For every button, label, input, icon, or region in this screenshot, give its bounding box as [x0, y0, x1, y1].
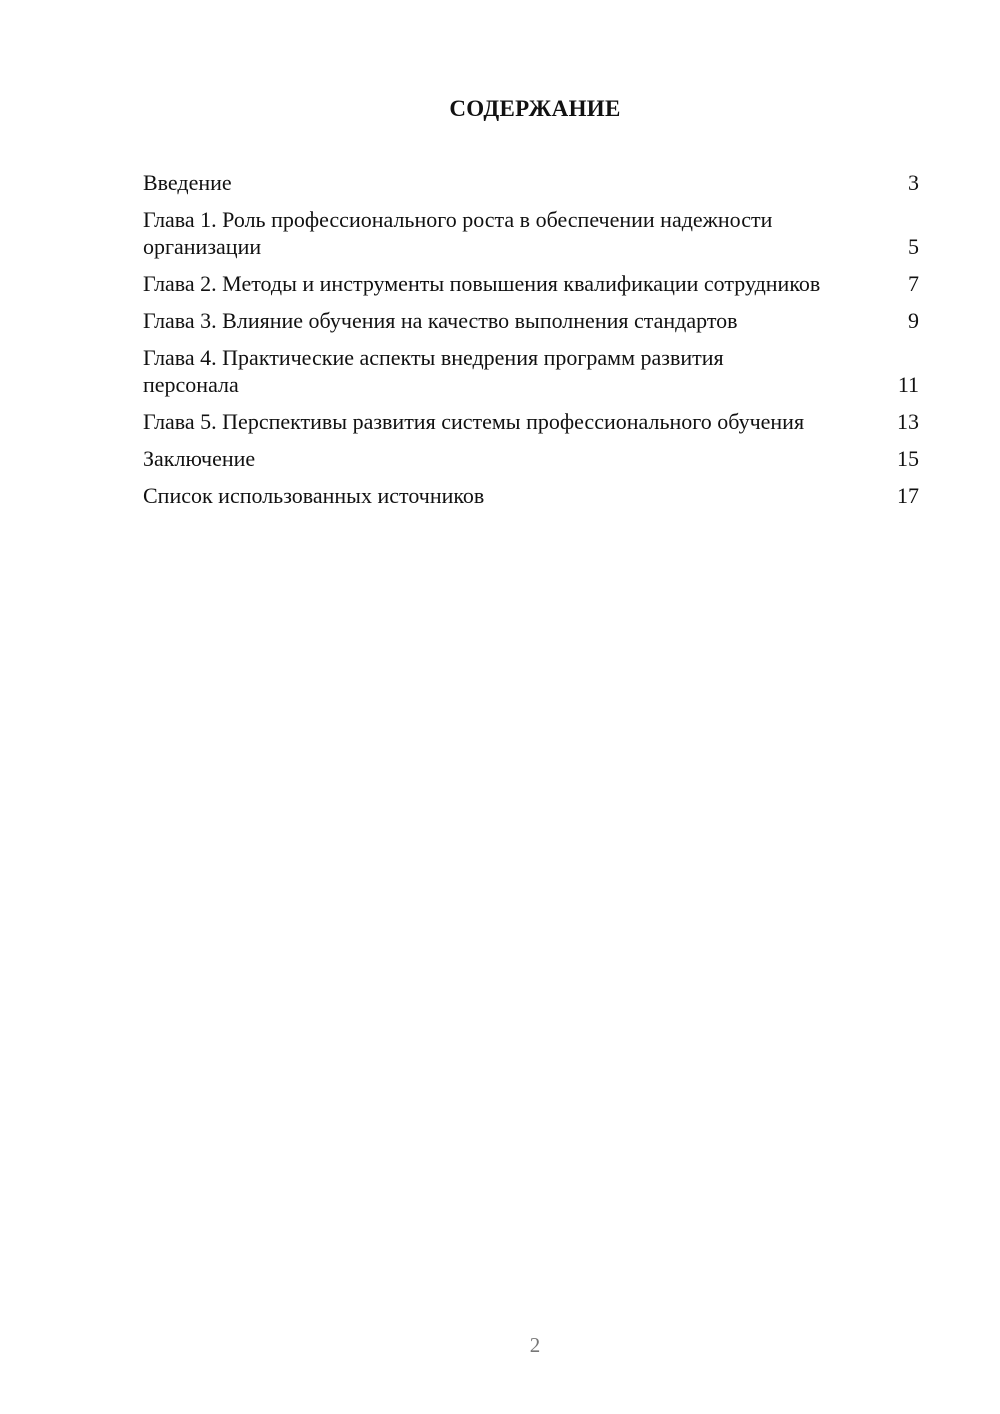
toc-entry-page: 11 — [897, 372, 919, 397]
toc-entry-text: Глава 2. Методы и инструменты повышения квалификации сотрудников — [143, 271, 821, 296]
toc-entry-chapter-3 — [143, 307, 919, 334]
toc-entry-text: Глава 4. Практические аспекты внедрения программ развития персонала — [143, 345, 724, 397]
toc-entry-chapter-1 — [143, 206, 919, 260]
toc-entry-text: Введение — [143, 170, 232, 195]
toc-entry-text: Глава 1. Роль профессионального роста в обеспечении надежности организации — [143, 207, 773, 259]
toc-entry-page: 9 — [908, 308, 919, 333]
toc-entry-page: 7 — [908, 271, 919, 296]
toc-entry-conclusion — [143, 445, 919, 472]
toc-entry-chapter-4 — [143, 344, 919, 398]
toc-entry-text: Глава 3. Влияние обучения на качество выполнения стандартов — [143, 308, 738, 333]
toc-title: СОДЕРЖАНИЕ — [449, 96, 621, 121]
toc-entry-page: 3 — [908, 170, 919, 195]
toc-entry-references — [143, 482, 919, 509]
toc-entry-text: Список использованных источников — [143, 483, 485, 508]
toc-entry-text: Глава 5. Перспективы развития системы профессионального обучения — [143, 409, 805, 434]
toc-entry-page: 5 — [908, 234, 919, 259]
toc-list — [143, 169, 919, 519]
toc-entry-page: 17 — [897, 483, 919, 508]
toc-entry-page: 15 — [897, 446, 919, 471]
toc-entry-text: Заключение — [143, 446, 256, 471]
page-number: 2 — [529, 1333, 541, 1357]
toc-entry-chapter-2 — [143, 270, 919, 297]
toc-entry-introduction — [143, 169, 919, 196]
toc-entry-chapter-5 — [143, 408, 919, 435]
toc-entry-page: 13 — [897, 409, 919, 434]
